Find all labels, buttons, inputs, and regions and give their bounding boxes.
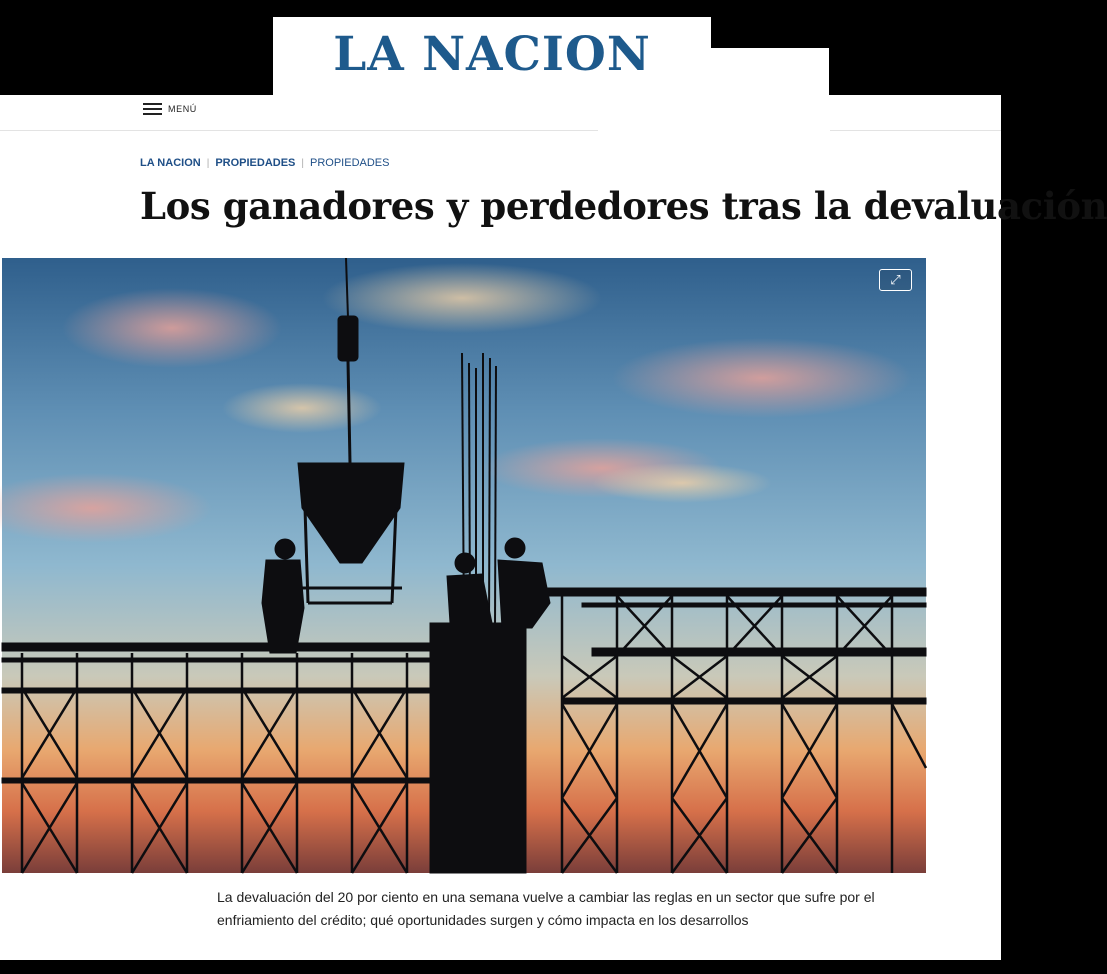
expand-image-button[interactable] (879, 269, 912, 291)
article-headline: Los ganadores y perdedores tras la devaluación (140, 184, 1107, 228)
breadcrumb-item-section[interactable]: PROPIEDADES (215, 157, 296, 169)
divider (598, 129, 830, 132)
article-caption: La devaluación del 20 por ciento en una semana vuelve a cambiar las reglas en un sector que sufre por el enfriamiento del crédito; qué oportunidades surgen y cómo impacta en los desarrollos (217, 889, 875, 928)
menu-button[interactable] (143, 100, 197, 118)
menu-label: MENÚ (168, 104, 197, 114)
hero-image (2, 258, 926, 873)
breadcrumb-item-subsection[interactable]: PROPIEDADES (310, 157, 390, 169)
masthead-extension (711, 48, 829, 95)
construction-site-photo (2, 258, 926, 873)
breadcrumb-separator: | (301, 157, 304, 169)
hamburger-icon (143, 103, 162, 116)
expand-icon: ⤢ (890, 272, 901, 287)
masthead[interactable] (273, 17, 711, 99)
page-edge (998, 258, 1001, 958)
breadcrumb-separator: | (206, 157, 210, 169)
breadcrumb (140, 157, 389, 169)
site-logo[interactable]: LA NACION (333, 27, 651, 82)
breadcrumb-item-home[interactable]: LA NACION (140, 157, 201, 169)
